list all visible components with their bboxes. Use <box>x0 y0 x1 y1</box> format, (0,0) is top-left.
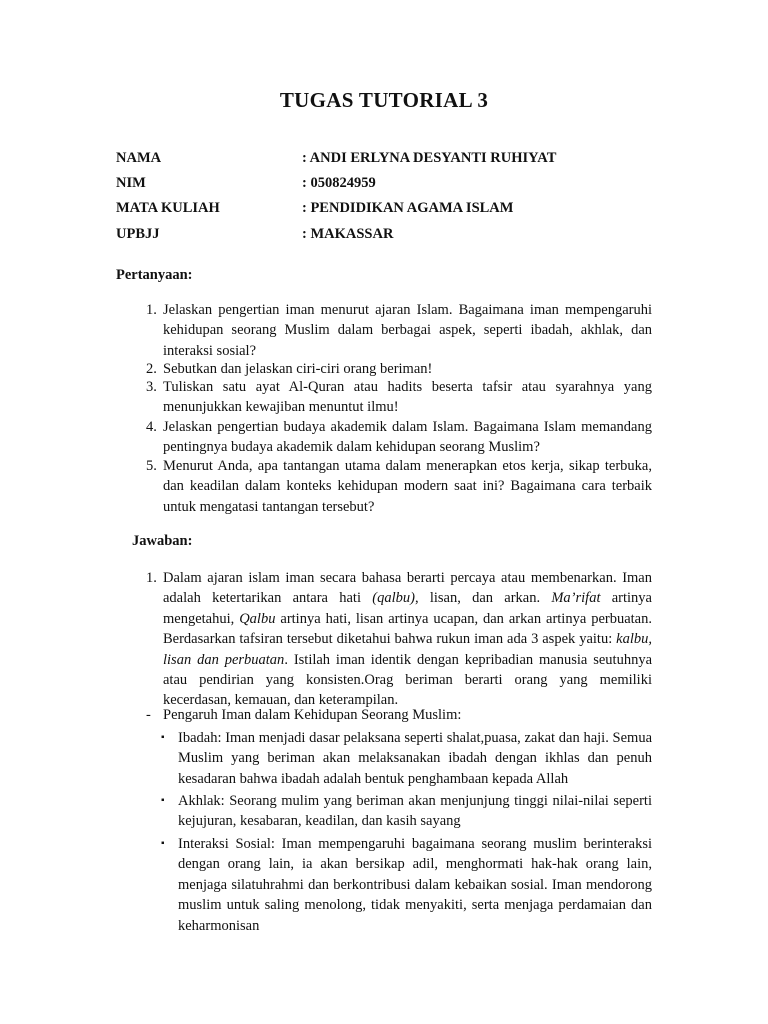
question-text: Jelaskan pengertian iman menurut ajaran Islam. Bagaimana iman mempengaruhi kehidupan seorang Muslim dalam berbagai aspek, seperti ibadah, akhlak, dan interaksi sosial? <box>163 302 652 359</box>
square-bullet-icon: ▪ <box>161 732 165 743</box>
info-label: NAMA <box>116 150 162 166</box>
dash-text: Pengaruh Iman dalam Kehidupan Seorang Muslim: <box>163 707 462 723</box>
question-text: Menurut Anda, apa tantangan utama dalam menerapkan etos kerja, sikap terbuka, dan keadilan dalam konteks kehidupan modern saat ini? Bagaimana cara terbaik untuk mengatasi tantangan tersebut? <box>163 458 652 515</box>
info-value: : ANDI ERLYNA DESYANTI RUHIYAT <box>302 150 557 166</box>
square-bullet-icon: ▪ <box>161 838 165 849</box>
answer-number: 1. <box>146 570 157 586</box>
info-value: : MAKASSAR <box>302 226 394 242</box>
question-number: 3. <box>146 379 157 395</box>
answer-text-segment: . Istilah iman identik dengan kepribadian manusia seutuhnya atau pendirian yang konsisten.Orag beriman berarti orang yang memiliki kecerdasan, kemauan, dan keterampilan. <box>163 651 652 709</box>
info-value: : PENDIDIKAN AGAMA ISLAM <box>302 200 514 216</box>
bullet-text: Ibadah: Iman menjadi dasar pelaksana seperti shalat,puasa, zakat dan haji. Semua Muslim yang beriman akan melaksanakan ibadah dengan ikhlas dan penuh kesadaran bahwa ibadah adalah bentuk penghambaan kepada Allah <box>178 730 652 787</box>
question-item <box>146 456 652 517</box>
bullet-text: Interaksi Sosial: Iman mempengaruhi bagaimana seorang muslim berinteraksi dengan orang lain, ia akan bersikap adil, menghormati hak-hak orang lain, menjaga silatuhrahmi dan berkontribusi dalam kebaikan sosial. Iman mendorong muslim untuk saling menolong, tidak menyakiti, serta menjaga perdamaian dan keharmonisan <box>178 836 652 934</box>
answer-text-segment: artinya hati, lisan artinya ucapan, dan arkan artinya perbuatan. Berdasarkan tafsiran tersebut diketahui bahwa rukun iman ada 3 aspek yaitu: <box>163 610 652 648</box>
bullet-item <box>161 791 652 832</box>
answer-text <box>163 568 652 711</box>
question-number: 5. <box>146 458 157 474</box>
info-label: UPBJJ <box>116 226 160 242</box>
info-label: MATA KULIAH <box>116 200 220 216</box>
dash-marker: - <box>146 707 151 723</box>
question-item <box>146 300 652 361</box>
bullet-text: Akhlak: Seorang mulim yang beriman akan menjunjung tinggi nilai-nilai seperti kejujuran, kesabaran, keadilan, dan kasih sayang <box>178 793 652 830</box>
document-title: TUGAS TUTORIAL 3 <box>279 88 489 112</box>
bullet-item <box>161 834 652 936</box>
info-label: NIM <box>116 175 146 191</box>
square-bullet-icon: ▪ <box>161 795 165 806</box>
question-number: 1. <box>146 302 157 318</box>
answer-text-segment: artinya mengetahui, <box>163 590 652 627</box>
question-number: 4. <box>146 419 157 435</box>
bullet-item <box>161 728 652 789</box>
answer-italic-term: Ma’rifat <box>551 590 601 607</box>
answer-text-segment: , lisan, dan arkan. <box>414 590 552 607</box>
question-item <box>146 417 652 458</box>
answer-item <box>146 568 652 711</box>
answer-text-segment: Dalam ajaran islam iman secara bahasa berarti percaya atau membenarkan. Iman adalah ketertarikan antara hati <box>163 570 652 607</box>
info-value: : 050824959 <box>302 175 376 191</box>
question-item <box>146 377 652 418</box>
question-text: Tuliskan satu ayat Al-Quran atau hadits beserta tafsir atau syarahnya yang menunjukkan kewajiban menuntut ilmu! <box>163 379 652 416</box>
question-text: Sebutkan dan jelaskan ciri-ciri orang beriman! <box>163 361 433 377</box>
question-number: 2. <box>146 361 157 377</box>
question-text: Jelaskan pengertian budaya akademik dalam Islam. Bagaimana Islam memandang pentingnya budaya akademik dalam kehidupan seorang Muslim? <box>163 419 652 456</box>
answer-italic-term: kalbu, lisan dan perbuatan <box>163 631 652 668</box>
dash-item <box>146 705 652 725</box>
answers-heading: Jawaban: <box>132 533 193 549</box>
questions-heading: Pertanyaan: <box>116 267 193 283</box>
answer-italic-term: Qalbu <box>239 610 276 627</box>
answer-italic-term: (qalbu) <box>372 590 415 607</box>
